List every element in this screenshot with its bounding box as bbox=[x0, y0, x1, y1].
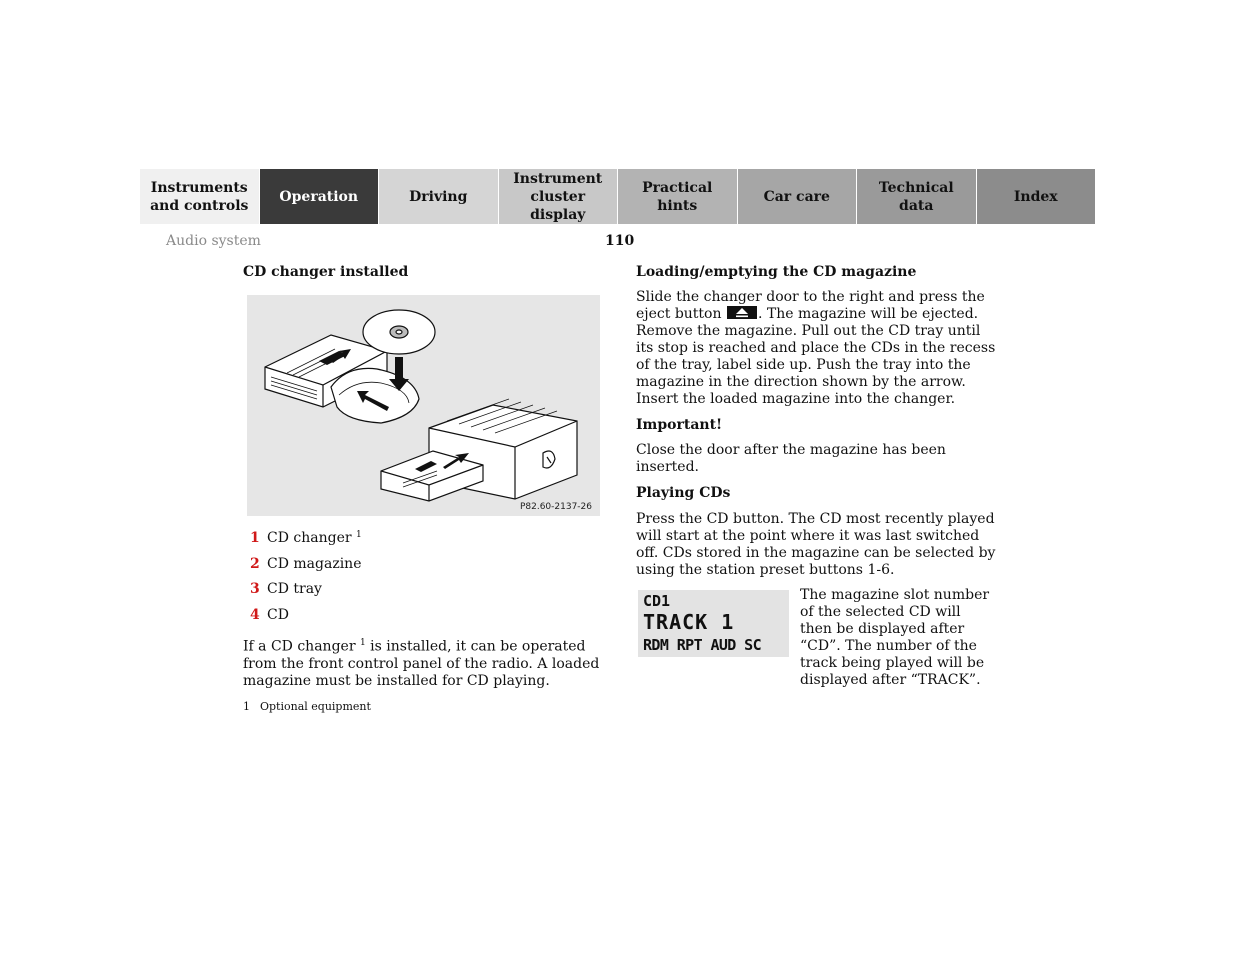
footnote-marker: 1 bbox=[359, 638, 366, 648]
loading-instructions bbox=[636, 289, 996, 408]
display-caption: The magazine slot number of the selected CD will then be displayed after “CD”. The number of the track being played will be displayed after “TRACK”. bbox=[800, 587, 990, 688]
footnote-marker: 1 bbox=[356, 530, 362, 540]
radio-display bbox=[638, 590, 789, 657]
cd-changer-description bbox=[243, 635, 608, 690]
legend-item bbox=[250, 530, 590, 556]
important-text: Close the door after the magazine has been inserted. bbox=[636, 442, 946, 475]
footnote bbox=[243, 700, 381, 713]
legend-number: 4 bbox=[250, 606, 260, 623]
important-heading: Important! bbox=[636, 417, 723, 433]
figure-code: P82.60-2137-26 bbox=[519, 502, 592, 512]
legend-item bbox=[250, 556, 590, 582]
tab-practical-hints[interactable]: Practical hints bbox=[618, 169, 738, 224]
tab-car-care[interactable]: Car care bbox=[738, 169, 858, 224]
tab-index[interactable]: Index bbox=[977, 169, 1096, 224]
display-line-modes: RDM RPT AUD SC bbox=[643, 636, 762, 654]
instructions-part: Slide the changer door to the right and press the eject button bbox=[636, 289, 985, 322]
description-part: If a CD changer bbox=[243, 638, 360, 655]
legend-text: CD changer bbox=[267, 530, 352, 546]
cd-changer-drawing bbox=[247, 295, 600, 516]
description-part: is installed, it can be operated from the front control panel of the radio. A loaded magazine must be installed for CD playing. bbox=[243, 638, 600, 689]
tab-instruments-and-controls[interactable]: Instruments and controls bbox=[140, 169, 260, 224]
legend-text: CD bbox=[267, 606, 289, 623]
display-line-track: TRACK 1 bbox=[643, 610, 735, 634]
legend-number: 3 bbox=[250, 581, 260, 597]
legend-number: 1 bbox=[250, 530, 260, 546]
legend-number: 2 bbox=[250, 555, 260, 572]
section-label: Audio system bbox=[166, 233, 261, 249]
footnote-number: 1 bbox=[243, 700, 250, 713]
tab-technical-data[interactable]: Technical data bbox=[857, 169, 977, 224]
cd-changer-illustration bbox=[247, 295, 600, 516]
tab-operation[interactable]: Operation bbox=[260, 169, 380, 224]
footnote-text: Optional equipment bbox=[260, 700, 371, 713]
tab-instrument-cluster-display[interactable]: Instrument cluster display bbox=[499, 169, 619, 224]
legend-text: CD tray bbox=[267, 581, 322, 597]
cd-changer-heading: CD changer installed bbox=[243, 264, 409, 280]
instructions-part: . The magazine will be ejected. Remove the magazine. Pull out the CD tray until its stop is reached and place the CDs in the recess of the tray, label side up. Push the tray into the magazine in the direction shown by the arrow. Insert the loaded magazine into the changer. bbox=[636, 306, 996, 407]
chapter-tabs bbox=[140, 169, 1095, 224]
legend-item bbox=[250, 581, 590, 607]
playing-cds-text: Press the CD button. The CD most recently played will start at the point where it was last switched off. CDs stored in the magazine can be selected by using the station preset buttons 1-6. bbox=[636, 511, 996, 578]
playing-cds-heading: Playing CDs bbox=[636, 485, 731, 501]
eject-icon bbox=[727, 306, 757, 319]
page-number: 110 bbox=[605, 233, 635, 249]
tab-driving[interactable]: Driving bbox=[379, 169, 499, 224]
legend-item bbox=[250, 607, 590, 633]
figure-legend bbox=[250, 530, 590, 632]
legend-text: CD magazine bbox=[267, 555, 362, 572]
loading-heading: Loading/emptying the CD magazine bbox=[636, 264, 917, 280]
display-line-cd: CD1 bbox=[643, 592, 671, 610]
